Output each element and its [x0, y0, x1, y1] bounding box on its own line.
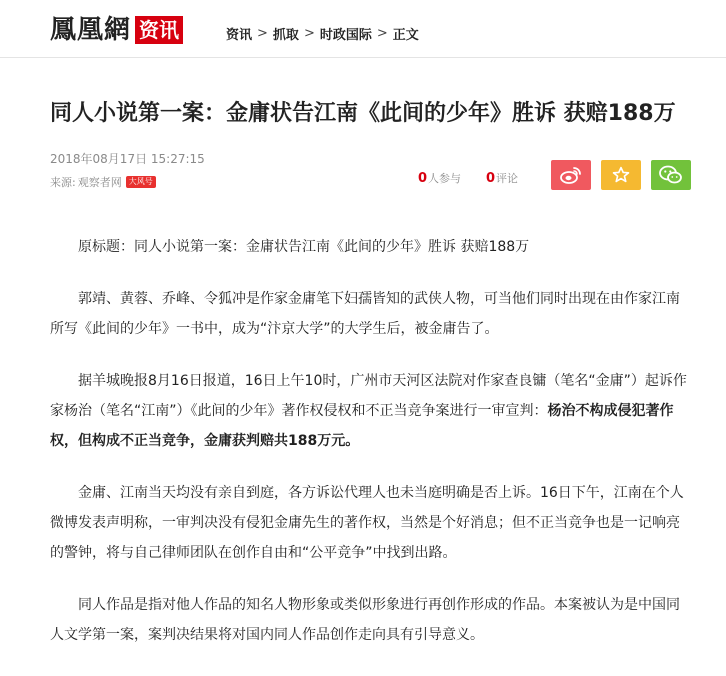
article-title: 同人小说第一案：金庸状告江南《此间的少年》胜诉 获赔188万 [50, 101, 676, 126]
breadcrumb [226, 24, 419, 43]
breadcrumb-item-politics[interactable]: 时政国际 [319, 28, 372, 43]
logo-text: 鳳凰網 [50, 15, 132, 45]
breadcrumb-separator: > [376, 26, 388, 41]
comments-number: 0 [486, 170, 496, 186]
comments-count[interactable] [486, 170, 518, 186]
breadcrumb-item-crawl[interactable]: 抓取 [272, 28, 299, 43]
add-favorite-button[interactable] [601, 160, 641, 190]
verdict-highlight: 杨治不构成侵犯著作权，但构成不正当竞争，金庸获判赔共188万元。 [50, 403, 674, 449]
site-header [0, 0, 726, 58]
source-label: 来源: [50, 176, 76, 189]
share-wechat-button[interactable] [651, 160, 691, 190]
source-name[interactable]: 观察者网 [77, 176, 122, 189]
source-badge: 大风号 [126, 176, 156, 188]
share-weibo-button[interactable] [551, 160, 591, 190]
site-logo[interactable] [50, 14, 183, 46]
article-date: 2018年08月17日 15:27:15 [50, 152, 205, 166]
star-icon [612, 166, 630, 184]
participants-count[interactable] [418, 170, 461, 186]
participants-number: 0 [418, 170, 428, 186]
article-paragraph: 原标题：同人小说第一案：金庸状告江南《此间的少年》胜诉 获赔188万 [78, 239, 530, 255]
breadcrumb-separator: > [303, 26, 315, 41]
participants-label: 人参与 [428, 172, 462, 185]
logo-channel-badge: 资讯 [135, 16, 183, 44]
article-paragraph: 据羊城晚报8月16日报道，16日上午10时，广州市天河区法院对作家查良镛（笔名“金庸”）起诉作家杨治（笔名“江南”）《此间的少年》著作权侵权和不正当竞争案进行一审宣判：杨治不构成侵犯著作权，但构成不正当竞争，金庸获判赔共188万元。 [50, 373, 687, 449]
article-body [50, 232, 690, 672]
article-paragraph: 郭靖、黄蓉、乔峰、令狐冲是作家金庸笔下妇孺皆知的武侠人物，可当他们同时出现在由作家江南所写《此间的少年》一书中，成为“汴京大学”的大学生后，被金庸告了。 [50, 291, 680, 337]
comments-label: 评论 [496, 172, 519, 185]
breadcrumb-item-news[interactable]: 资讯 [226, 28, 253, 43]
article-paragraph: 金庸、江南当天均没有亲自到庭，各方诉讼代理人也未当庭明确是否上诉。16日下午，江南在个人微博发表声明称，一审判决没有侵犯金庸先生的著作权，当然是个好消息；但不正当竞争也是一记响亮的警钟，将与自己律师团队在创作自由和“公平竞争”中找到出路。 [50, 485, 684, 561]
wechat-icon [659, 165, 683, 185]
breadcrumb-item-current: 正文 [392, 28, 419, 43]
header-divider [0, 57, 726, 58]
weibo-icon [560, 166, 582, 184]
article-source [50, 174, 156, 190]
article-paragraph: 同人作品是指对他人作品的知名人物形象或类似形象进行再创作形成的作品。本案被认为是中国同人文学第一案，案判决结果将对国内同人作品创作走向具有引导意义。 [50, 597, 680, 643]
breadcrumb-separator: > [257, 26, 268, 41]
